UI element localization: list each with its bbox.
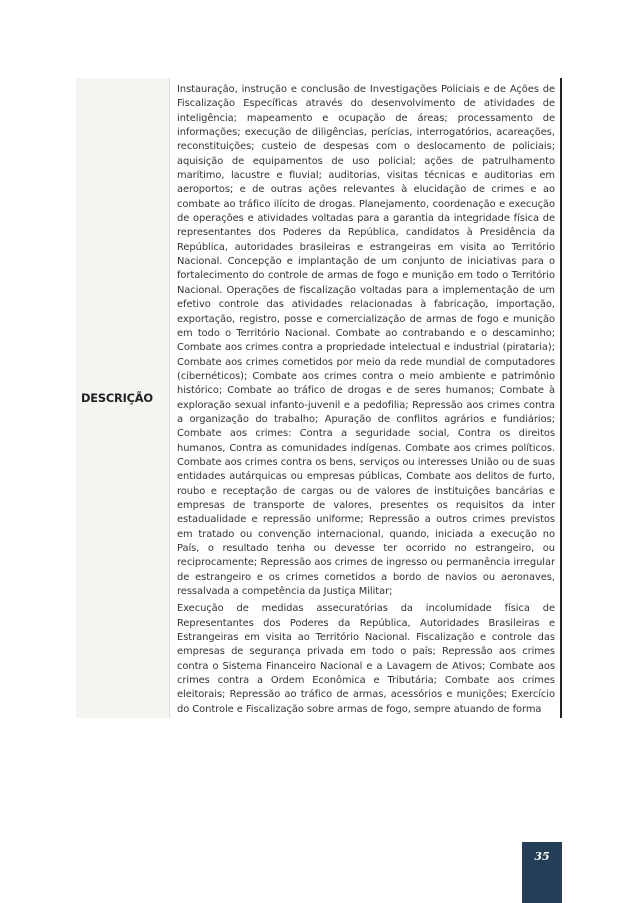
- page-number: 35: [534, 850, 550, 863]
- description-content-cell: [170, 78, 562, 718]
- description-label: DESCRIÇÃO: [81, 391, 153, 405]
- page-number-box: [522, 842, 562, 903]
- description-table: [76, 78, 562, 718]
- description-label-cell: [76, 78, 170, 718]
- description-paragraph-1: Instauração, instrução e conclusão de Investigações Policiais e de Ações de Fiscalização Específicas através do desenvolvimento de atividades de inteligência; mapeamento e ocupação de áreas; processamento de informações; execução de diligências, perícias, interrogatórios, acareações, reconstituições; custeio de despesas com o deslocamento de policiais; aquisição de equipamentos de uso policial; ações de patrulhamento marítimo, lacustre e fluvial; auditorias, visitas técnicas e auditorias em aeroportos; e de outras ações relevantes à elucidação de crimes e ao combate ao tráfico ilícito de drogas. Planejamento, coordenação e execução de operações e atividades voltadas para a garantia da integridade física de representantes dos Poderes da República, candidatos à Presidência da República, autoridades brasileiras e estrangeiras em visita ao Território Nacional. Concepção e implantação de um conjunto de iniciativas para o fortalecimento do controle de armas de fogo e munição em todo o Território Nacional. Operações de fiscalização voltadas para a implementação de um efetivo controle das atividades relacionadas à fabricação, importação, exportação, registro, posse e comercialização de armas de fogo e munição em todo o Território Nacional. Combate ao contrabando e o descaminho; Combate aos crimes contra a propriedade intelectual e industrial (pirataria); Combate aos crimes cometidos por meio da rede mundial de computadores (cibernéticos); Combate aos crimes contra o meio ambiente e patrimônio histórico; Combate ao tráfico de drogas e de seres humanos; Combate à exploração sexual infanto-juvenil e a pedofilia; Repressão aos crimes contra a organização do trabalho; Apuração de conflitos agrários e fundiários; Combate aos crimes: Contra a seguridade social, Contra os direitos humanos, Contra as comunidades indígenas. Combate aos crimes políticos. Combate aos crimes contra os bens, serviços ou interesses União ou de suas entidades autárquicas ou empresas públicas, Combate aos delitos de furto, roubo e receptação de cargas ou de valores de instituições bancárias e empresas de transporte de valores, presentes os requisitos da inter estadualidade e repressão uniforme; Repressão a outros crimes previstos em tratado ou convenção internacional, quando, iniciada a execução no País, o resultado tenha ou devesse ter ocorrido no estrangeiro, ou reciprocamente; Repressão aos crimes de ingresso ou permanência irregular de estrangeiro e os crimes cometidos a bordo de navios ou aeronaves, ressalvada a competência da Justiça Militar;: [177, 84, 555, 598]
- description-paragraph-2: Execução de medidas assecuratórias da incolumidade física de Representantes dos Poderes da República, Autoridades Brasileiras e Estrangeiras em visita ao Território Nacional. Fiscalização e controle das empresas de segurança privada em todo o país; Repressão aos crimes contra o Sistema Financeiro Nacional e a Lavagem de Ativos; Combate aos crimes contra a Ordem Econômica e Tributária; Combate aos crimes eleitorais; Repressão ao tráfico de armas, acessórios e munições; Exercício do Controle e Fiscalização sobre armas de fogo, sempre atuando de forma: [177, 603, 555, 715]
